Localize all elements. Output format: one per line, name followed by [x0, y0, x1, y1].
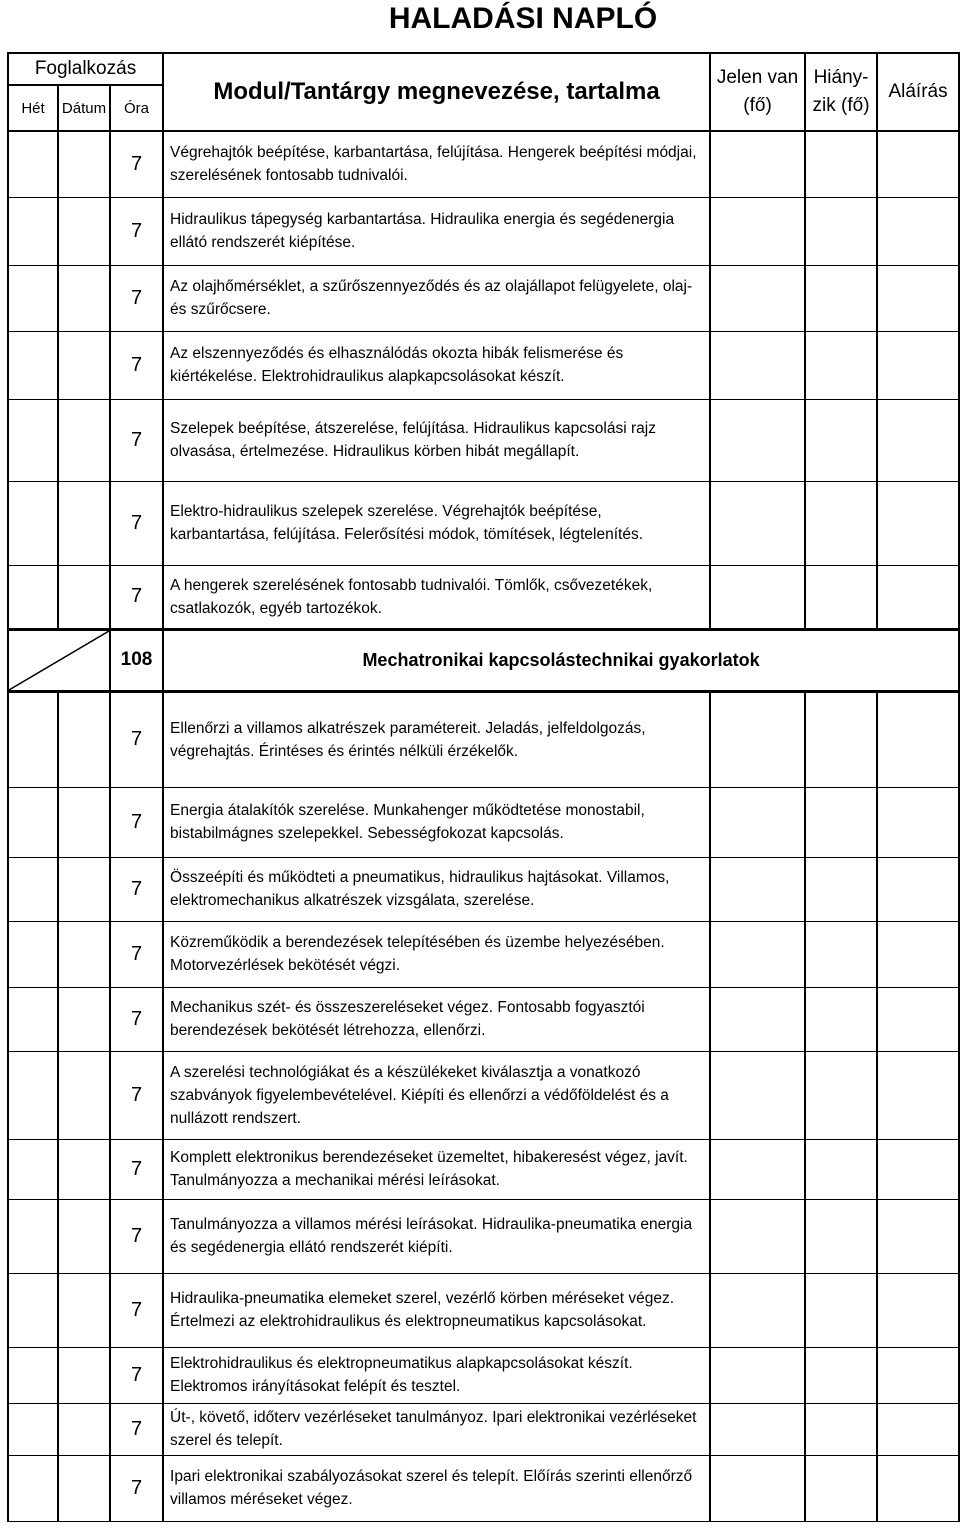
- alairas-cell: [877, 131, 959, 197]
- table-row: [8, 331, 959, 399]
- ora-cell: 7: [110, 1455, 163, 1521]
- alairas-cell: [877, 481, 959, 565]
- datum-cell: [58, 1199, 110, 1273]
- het-cell: [8, 1455, 58, 1521]
- het-cell: [8, 787, 58, 857]
- description-cell: Út-, követő, időterv vezérléseket tanulmányoz. Ipari elektronikai vezérléseket szerel és telepít.: [163, 1403, 710, 1455]
- table-row: [8, 691, 959, 787]
- section-title: Mechatronikai kapcsolástechnikai gyakorlatok: [163, 629, 959, 691]
- datum-cell: [58, 1347, 110, 1403]
- description-cell: A hengerek szerelésének fontosabb tudnivalói. Tömlők, csővezetékek, csatlakozók, egyéb tartozékok.: [163, 565, 710, 629]
- hianyzik-cell: [805, 1051, 877, 1139]
- datum-cell: [58, 857, 110, 921]
- jelen-van-cell: [710, 265, 805, 331]
- description-cell: A szerelési technológiákat és a készülékeket kiválasztja a vonatkozó szabványok figyelembevételével. Kiépíti és ellenőrzi a védőföldelést és a nullázott rendszert.: [163, 1051, 710, 1139]
- alairas-cell: [877, 921, 959, 987]
- ora-cell: 7: [110, 1199, 163, 1273]
- table-row: [8, 565, 959, 629]
- alairas-cell: [877, 857, 959, 921]
- alairas-cell: [877, 565, 959, 629]
- description-cell: Elektro-hidraulikus szelepek szerelése. Végrehajtók beépítése, karbantartása, felújítása. Felerősítési módok, tömítések, légtelenítés.: [163, 481, 710, 565]
- hianyzik-cell: [805, 197, 877, 265]
- jelen-van-cell: [710, 921, 805, 987]
- het-cell: [8, 1139, 58, 1199]
- table-row: [8, 197, 959, 265]
- jelen-van-cell: [710, 987, 805, 1051]
- datum-cell: [58, 1139, 110, 1199]
- alairas-cell: [877, 1139, 959, 1199]
- jelen-van-cell: [710, 399, 805, 481]
- table-row: [8, 1199, 959, 1273]
- progress-log-table: [7, 52, 960, 1522]
- alairas-header: Aláírás: [877, 53, 959, 131]
- het-cell: [8, 1273, 58, 1347]
- het-cell: [8, 265, 58, 331]
- ora-cell: 7: [110, 921, 163, 987]
- het-cell: [8, 481, 58, 565]
- jelen-van-cell: [710, 787, 805, 857]
- table-row: [8, 481, 959, 565]
- datum-cell: [58, 1455, 110, 1521]
- description-cell: Ellenőrzi a villamos alkatrészek paramétereit. Jeladás, jelfeldolgozás, végrehajtás. Érintéses és érintés nélküli érzékelők.: [163, 691, 710, 787]
- hianyzik-cell: [805, 331, 877, 399]
- jelen-van-cell: [710, 1403, 805, 1455]
- hianyzik-cell: [805, 691, 877, 787]
- ora-cell: 7: [110, 481, 163, 565]
- datum-cell: [58, 1051, 110, 1139]
- table-row: [8, 1273, 959, 1347]
- ora-cell: 7: [110, 1347, 163, 1403]
- datum-cell: [58, 987, 110, 1051]
- jelen-van-cell: [710, 1455, 805, 1521]
- datum-cell: [58, 399, 110, 481]
- het-cell: [8, 1199, 58, 1273]
- description-cell: Összeépíti és működteti a pneumatikus, hidraulikus hajtásokat. Villamos, elektromechanikus alkatrészek vizsgálata, szerelése.: [163, 857, 710, 921]
- table-row: [8, 857, 959, 921]
- alairas-cell: [877, 197, 959, 265]
- datum-cell: [58, 691, 110, 787]
- hianyzik-cell: [805, 131, 877, 197]
- hianyzik-cell: [805, 1455, 877, 1521]
- het-cell: [8, 857, 58, 921]
- description-cell: Az olajhőmérséklet, a szűrőszennyeződés és az olajállapot felügyelete, olaj- és szűrőcsere.: [163, 265, 710, 331]
- alairas-cell: [877, 1347, 959, 1403]
- table-row: [8, 1455, 959, 1521]
- ora-cell: 7: [110, 131, 163, 197]
- jelen-van-cell: [710, 1199, 805, 1273]
- hianyzik-cell: [805, 787, 877, 857]
- hianyzik-cell: [805, 857, 877, 921]
- datum-cell: [58, 921, 110, 987]
- header-row-top: [8, 53, 959, 85]
- ora-cell: 7: [110, 565, 163, 629]
- ora-cell: 7: [110, 197, 163, 265]
- ora-cell: 7: [110, 1139, 163, 1199]
- het-cell: [8, 399, 58, 481]
- description-cell: Szelepek beépítése, átszerelése, felújítása. Hidraulikus kapcsolási rajz olvasása, értelmezése. Hidraulikus körben hibát megállapít.: [163, 399, 710, 481]
- het-cell: [8, 1403, 58, 1455]
- table-row: [8, 987, 959, 1051]
- table-row: [8, 1347, 959, 1403]
- section-diagonal-cell: [8, 629, 110, 691]
- jelen-van-cell: [710, 197, 805, 265]
- table-row: [8, 1139, 959, 1199]
- description-cell: Energia átalakítók szerelése. Munkahenger működtetése monostabil, bistabilmágnes szelepekkel. Sebességfokozat kapcsolás.: [163, 787, 710, 857]
- description-cell: Hidraulika-pneumatika elemeket szerel, vezérlő körben méréseket végez. Értelmezi az elektrohidraulikus és elektropneumatikus kapcsolásokat.: [163, 1273, 710, 1347]
- datum-cell: [58, 1273, 110, 1347]
- table-row: [8, 787, 959, 857]
- description-cell: Elektrohidraulikus és elektropneumatikus alapkapcsolásokat készít. Elektromos irányításokat felépít és tesztel.: [163, 1347, 710, 1403]
- jelen-van-cell: [710, 691, 805, 787]
- ora-cell: 7: [110, 787, 163, 857]
- jelen-van-cell: [710, 1347, 805, 1403]
- hianyzik-cell: [805, 1347, 877, 1403]
- section-row: [8, 629, 959, 691]
- hianyzik-cell: [805, 481, 877, 565]
- ora-cell: 7: [110, 1051, 163, 1139]
- alairas-cell: [877, 265, 959, 331]
- alairas-cell: [877, 1455, 959, 1521]
- description-cell: Ipari elektronikai szabályozásokat szerel és telepít. Előírás szerinti ellenőrző villamos méréseket végez.: [163, 1455, 710, 1521]
- alairas-cell: [877, 399, 959, 481]
- table-row: [8, 131, 959, 197]
- het-header: Hét: [8, 85, 58, 131]
- description-cell: Közreműködik a berendezések telepítésében és üzembe helyezésében. Motorvezérlések bekötését végzi.: [163, 921, 710, 987]
- alairas-cell: [877, 1273, 959, 1347]
- hianyzik-cell: [805, 1199, 877, 1273]
- datum-cell: [58, 197, 110, 265]
- hianyzik-cell: [805, 399, 877, 481]
- het-cell: [8, 565, 58, 629]
- hianyzik-cell: [805, 987, 877, 1051]
- hianyzik-header: Hiány-zik (fő): [805, 53, 877, 131]
- table-row: [8, 1051, 959, 1139]
- table-row: [8, 265, 959, 331]
- ora-cell: 7: [110, 399, 163, 481]
- datum-cell: [58, 481, 110, 565]
- jelen-van-cell: [710, 481, 805, 565]
- hianyzik-cell: [805, 1273, 877, 1347]
- jelen-van-cell: [710, 1051, 805, 1139]
- jelen-van-cell: [710, 131, 805, 197]
- jelen-van-cell: [710, 565, 805, 629]
- het-cell: [8, 331, 58, 399]
- datum-cell: [58, 787, 110, 857]
- datum-cell: [58, 331, 110, 399]
- table-row: [8, 399, 959, 481]
- ora-cell: 7: [110, 331, 163, 399]
- het-cell: [8, 987, 58, 1051]
- hianyzik-cell: [805, 921, 877, 987]
- het-cell: [8, 1347, 58, 1403]
- foglalkozas-header: Foglalkozás: [8, 53, 163, 85]
- hianyzik-cell: [805, 1139, 877, 1199]
- alairas-cell: [877, 787, 959, 857]
- jelen-van-header: Jelen van (fő): [710, 53, 805, 131]
- alairas-cell: [877, 1051, 959, 1139]
- hianyzik-cell: [805, 265, 877, 331]
- ora-cell: 7: [110, 691, 163, 787]
- hianyzik-cell: [805, 565, 877, 629]
- het-cell: [8, 197, 58, 265]
- hianyzik-cell: [805, 1403, 877, 1455]
- ora-cell: 7: [110, 857, 163, 921]
- description-cell: Mechanikus szét- és összeszereléseket végez. Fontosabb fogyasztói berendezések bekötését létrehozza, ellenőrzi.: [163, 987, 710, 1051]
- description-cell: Komplett elektronikus berendezéseket üzemeltet, hibakeresést végez, javít. Tanulmányozza a mechanikai mérési leírásokat.: [163, 1139, 710, 1199]
- datum-cell: [58, 565, 110, 629]
- alairas-cell: [877, 331, 959, 399]
- table-row: [8, 921, 959, 987]
- ora-cell: 7: [110, 987, 163, 1051]
- section-hours: 108: [110, 629, 163, 691]
- jelen-van-cell: [710, 331, 805, 399]
- datum-cell: [58, 265, 110, 331]
- table-row: [8, 1403, 959, 1455]
- description-cell: Tanulmányozza a villamos mérési leírásokat. Hidraulika-pneumatika energia és segédenergia ellátó rendszerét kiépíti.: [163, 1199, 710, 1273]
- description-cell: Végrehajtók beépítése, karbantartása, felújítása. Hengerek beépítési módjai, szerelésének fontosabb tudnivalói.: [163, 131, 710, 197]
- het-cell: [8, 131, 58, 197]
- het-cell: [8, 921, 58, 987]
- jelen-van-cell: [710, 857, 805, 921]
- datum-cell: [58, 131, 110, 197]
- alairas-cell: [877, 691, 959, 787]
- ora-cell: 7: [110, 1273, 163, 1347]
- datum-header: Dátum: [58, 85, 110, 131]
- alairas-cell: [877, 1403, 959, 1455]
- modul-header: Modul/Tantárgy megnevezése, tartalma: [163, 53, 710, 131]
- jelen-van-cell: [710, 1139, 805, 1199]
- alairas-cell: [877, 987, 959, 1051]
- jelen-van-cell: [710, 1273, 805, 1347]
- het-cell: [8, 1051, 58, 1139]
- ora-header: Óra: [110, 85, 163, 131]
- datum-cell: [58, 1403, 110, 1455]
- ora-cell: 7: [110, 1403, 163, 1455]
- description-cell: Az elszennyeződés és elhasználódás okozta hibák felismerése és kiértékelése. Elektrohidraulikus alapkapcsolásokat készít.: [163, 331, 710, 399]
- page-title: HALADÁSI NAPLÓ: [388, 2, 658, 35]
- het-cell: [8, 691, 58, 787]
- alairas-cell: [877, 1199, 959, 1273]
- description-cell: Hidraulikus tápegység karbantartása. Hidraulika energia és segédenergia ellátó rendszerét kiépítése.: [163, 197, 710, 265]
- ora-cell: 7: [110, 265, 163, 331]
